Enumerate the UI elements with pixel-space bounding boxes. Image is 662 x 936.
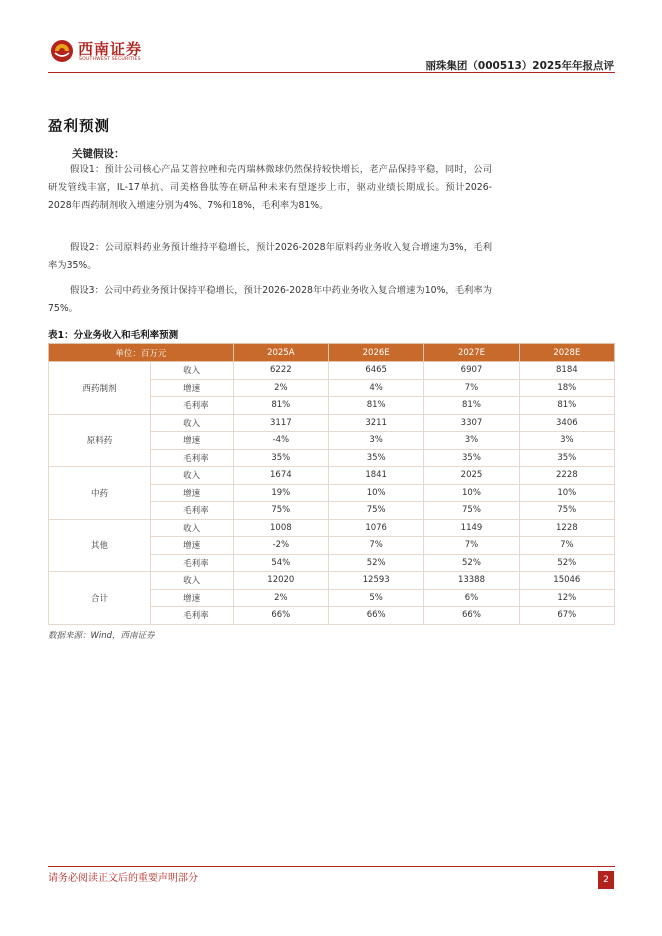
value-cell: 1674 xyxy=(233,467,328,485)
data-source-note: 数据来源：Wind，西南证券 xyxy=(48,631,155,641)
value-cell: 66% xyxy=(424,607,519,625)
column-header: 2026E xyxy=(328,344,423,362)
value-cell: 12020 xyxy=(233,572,328,590)
logo-english-text: SOUTHWEST SECURITIES xyxy=(79,57,141,62)
metric-cell: 增速 xyxy=(151,379,234,397)
value-cell: -4% xyxy=(233,432,328,450)
value-cell: 2228 xyxy=(519,467,614,485)
column-header: 2028E xyxy=(519,344,614,362)
metric-cell: 毛利率 xyxy=(151,554,234,572)
metric-cell: 毛利率 xyxy=(151,397,234,415)
column-header: 2027E xyxy=(424,344,519,362)
value-cell: 3117 xyxy=(233,414,328,432)
page-number: 2 xyxy=(598,871,614,889)
metric-cell: 收入 xyxy=(151,572,234,590)
value-cell: 13388 xyxy=(424,572,519,590)
metric-cell: 收入 xyxy=(151,362,234,380)
value-cell: 75% xyxy=(233,502,328,520)
table-caption: 表1：分业务收入和毛利率预测 xyxy=(48,330,179,341)
key-assumptions-label: 关键假设： xyxy=(72,148,125,160)
value-cell: 1076 xyxy=(328,519,423,537)
value-cell: 75% xyxy=(424,502,519,520)
value-cell: 3% xyxy=(519,432,614,450)
metric-cell: 毛利率 xyxy=(151,502,234,520)
value-cell: 5% xyxy=(328,589,423,607)
value-cell: 54% xyxy=(233,554,328,572)
value-cell: 81% xyxy=(424,397,519,415)
value-cell: 52% xyxy=(328,554,423,572)
value-cell: 35% xyxy=(328,449,423,467)
value-cell: 18% xyxy=(519,379,614,397)
footer-divider xyxy=(48,866,615,867)
value-cell: 3307 xyxy=(424,414,519,432)
value-cell: 10% xyxy=(424,484,519,502)
segment-name-cell: 其他 xyxy=(49,519,151,572)
value-cell: 81% xyxy=(519,397,614,415)
assumption-paragraph-1: 假设1：预计公司核心产品艾普拉唑和壳丙瑞林微球仍然保持较快增长，老产品保持平稳，同时，公司研发管线丰富，IL-17单抗、司美格鲁肽等在研品种未来有望逐步上市，驱动业绩长期成长。预计2026-2028年西药制剂收入增速分别为4%、7%和18%，毛利率为81%。 xyxy=(48,164,492,211)
table-body xyxy=(49,362,615,625)
table-row xyxy=(49,467,615,485)
company-logo xyxy=(48,36,148,70)
value-cell: 3% xyxy=(328,432,423,450)
metric-cell: 增速 xyxy=(151,589,234,607)
value-cell: 6% xyxy=(424,589,519,607)
value-cell: 35% xyxy=(233,449,328,467)
value-cell: 3% xyxy=(424,432,519,450)
value-cell: 1841 xyxy=(328,467,423,485)
value-cell: 19% xyxy=(233,484,328,502)
value-cell: 75% xyxy=(328,502,423,520)
table-row xyxy=(49,414,615,432)
section-title: 盈利预测 xyxy=(48,119,110,135)
footer-disclaimer: 请务必阅读正文后的重要声明部分 xyxy=(48,873,198,884)
segment-name-cell: 西药制剂 xyxy=(49,362,151,415)
value-cell: 10% xyxy=(328,484,423,502)
value-cell: 66% xyxy=(233,607,328,625)
segment-name-cell: 合计 xyxy=(49,572,151,625)
value-cell: 7% xyxy=(519,537,614,555)
metric-cell: 毛利率 xyxy=(151,449,234,467)
value-cell: 52% xyxy=(424,554,519,572)
value-cell: 2025 xyxy=(424,467,519,485)
value-cell: 15046 xyxy=(519,572,614,590)
value-cell: 52% xyxy=(519,554,614,572)
metric-cell: 收入 xyxy=(151,467,234,485)
metric-cell: 收入 xyxy=(151,519,234,537)
value-cell: 1228 xyxy=(519,519,614,537)
value-cell: 12593 xyxy=(328,572,423,590)
metric-cell: 毛利率 xyxy=(151,607,234,625)
segment-name-cell: 中药 xyxy=(49,467,151,520)
value-cell: 7% xyxy=(424,379,519,397)
value-cell: 10% xyxy=(519,484,614,502)
value-cell: 67% xyxy=(519,607,614,625)
forecast-table xyxy=(48,343,615,625)
unit-header: 单位：百万元 xyxy=(49,344,234,362)
value-cell: 1149 xyxy=(424,519,519,537)
value-cell: 6465 xyxy=(328,362,423,380)
logo-chinese-text: 西南证券 xyxy=(78,40,143,58)
value-cell: 6222 xyxy=(233,362,328,380)
value-cell: 75% xyxy=(519,502,614,520)
value-cell: 81% xyxy=(233,397,328,415)
value-cell: 35% xyxy=(424,449,519,467)
value-cell: 7% xyxy=(424,537,519,555)
table-row xyxy=(49,572,615,590)
value-cell: 2% xyxy=(233,379,328,397)
table-row xyxy=(49,519,615,537)
assumption-paragraph-2: 假设2：公司原料药业务预计维持平稳增长，预计2026-2028年原料药业务收入复合增速为3%，毛利率为35%。 xyxy=(48,242,492,271)
value-cell: 4% xyxy=(328,379,423,397)
value-cell: 66% xyxy=(328,607,423,625)
value-cell: 6907 xyxy=(424,362,519,380)
value-cell: 81% xyxy=(328,397,423,415)
value-cell: 8184 xyxy=(519,362,614,380)
value-cell: 35% xyxy=(519,449,614,467)
page-header xyxy=(48,36,614,74)
column-header: 2025A xyxy=(233,344,328,362)
value-cell: 2% xyxy=(233,589,328,607)
southwest-securities-logo-icon xyxy=(50,39,74,63)
value-cell: 3406 xyxy=(519,414,614,432)
value-cell: 1008 xyxy=(233,519,328,537)
value-cell: 7% xyxy=(328,537,423,555)
value-cell: -2% xyxy=(233,537,328,555)
report-title: 丽珠集团（000513）2025年年报点评 xyxy=(425,60,614,72)
value-cell: 12% xyxy=(519,589,614,607)
metric-cell: 收入 xyxy=(151,414,234,432)
header-divider xyxy=(48,72,615,73)
table-row xyxy=(49,362,615,380)
segment-name-cell: 原料药 xyxy=(49,414,151,467)
table-header-row xyxy=(49,344,615,362)
metric-cell: 增速 xyxy=(151,537,234,555)
assumption-paragraph-3: 假设3：公司中药业务预计保持平稳增长，预计2026-2028年中药业务收入复合增速为10%，毛利率为75%。 xyxy=(48,285,492,314)
metric-cell: 增速 xyxy=(151,484,234,502)
value-cell: 3211 xyxy=(328,414,423,432)
metric-cell: 增速 xyxy=(151,432,234,450)
